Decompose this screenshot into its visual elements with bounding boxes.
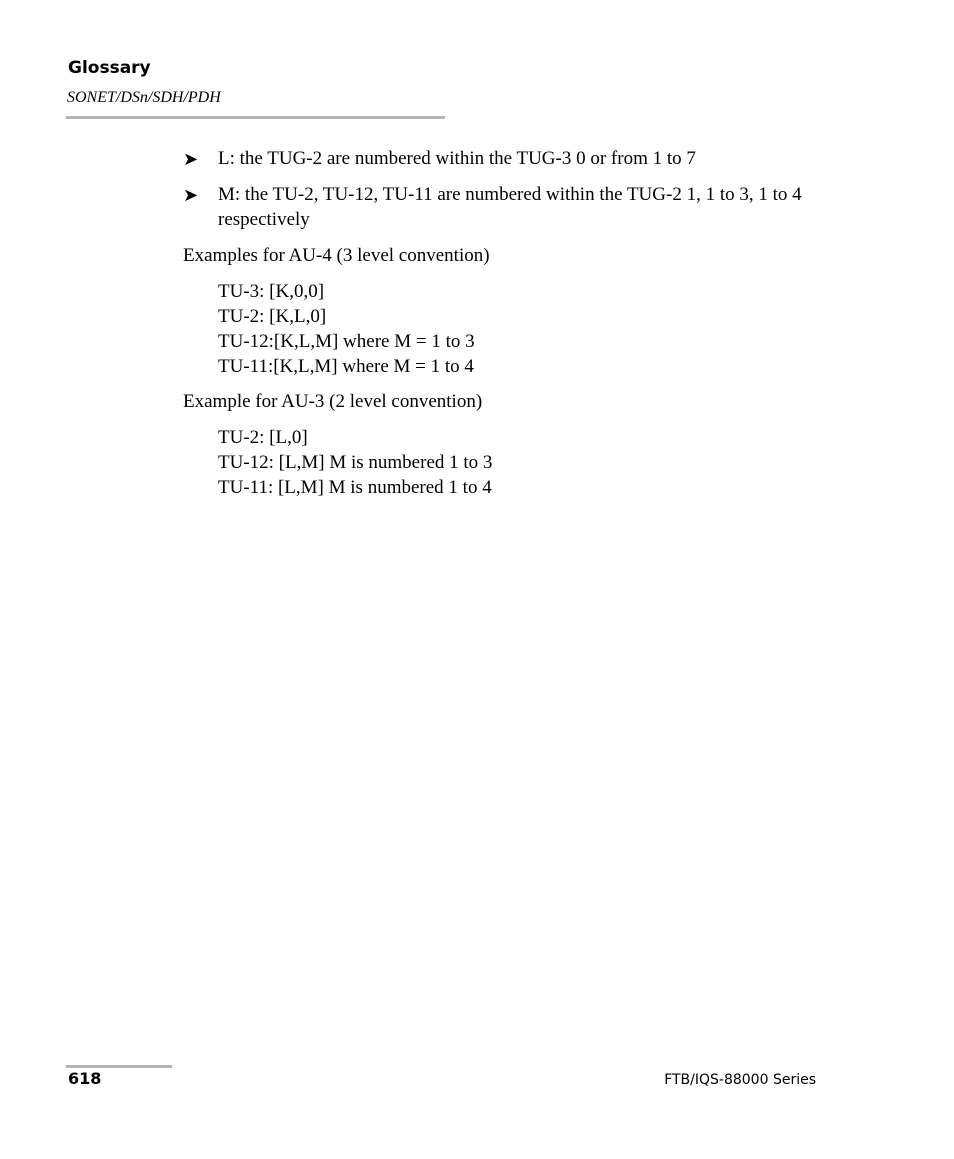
au3-example-line: TU-12: [L,M] M is numbered 1 to 3 <box>218 452 493 473</box>
au3-example-line: TU-2: [L,0] <box>218 427 308 448</box>
arrow-bullet-icon: ➤ <box>183 149 199 170</box>
bullet-text: M: the TU-2, TU-12, TU-11 are numbered within the TUG-2 1, 1 to 3, 1 to 4 respectively <box>218 184 802 230</box>
arrow-bullet-icon: ➤ <box>183 185 199 206</box>
au4-example-line: TU-3: [K,0,0] <box>218 281 325 302</box>
au3-heading: Example for AU-3 (2 level convention) <box>183 391 483 412</box>
product-series: FTB/IQS-88000 Series <box>664 1072 816 1088</box>
bullet-text: L: the TUG-2 are numbered within the TUG-3 0 or from 1 to 7 <box>218 148 696 169</box>
au3-example-line: TU-11: [L,M] M is numbered 1 to 4 <box>218 477 492 498</box>
au4-examples <box>218 279 475 379</box>
section-subtitle: SONET/DSn/SDH/PDH <box>67 89 221 106</box>
au4-heading: Examples for AU-4 (3 level convention) <box>183 245 490 266</box>
footer-divider <box>66 1065 172 1068</box>
header-divider <box>66 116 445 119</box>
au3-examples <box>218 425 492 500</box>
au4-example-line: TU-2: [K,L,0] <box>218 306 327 327</box>
page-title: Glossary <box>68 58 151 78</box>
au4-example-line: TU-12:[K,L,M] where M = 1 to 3 <box>218 331 475 352</box>
au4-example-line: TU-11:[K,L,M] where M = 1 to 4 <box>218 356 474 377</box>
page-number: 618 <box>68 1069 102 1088</box>
